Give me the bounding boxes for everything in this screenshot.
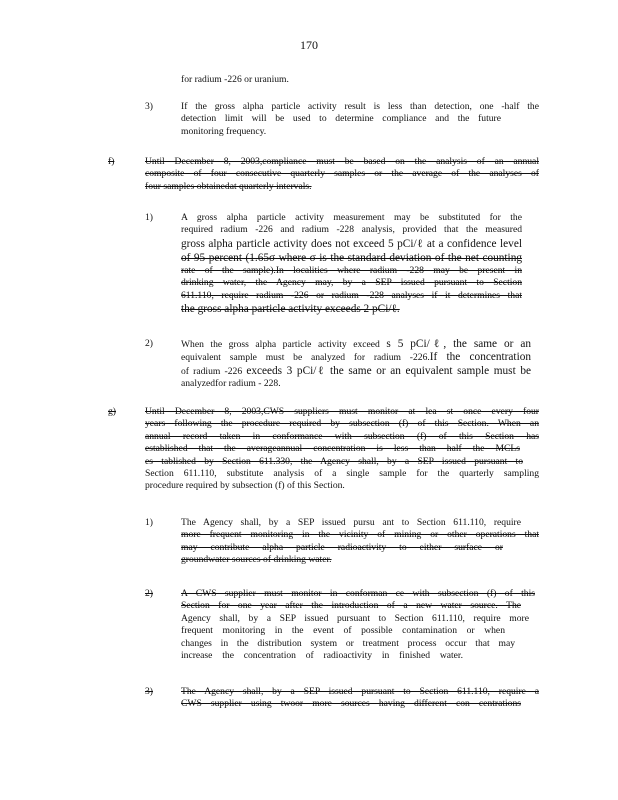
section-g-marker: g) [108,406,116,417]
section-f-item-1-marker: 1) [145,212,153,223]
section-f-item-2-paragraph: When the gross alpha particle activity exceed s 5 pCi/ℓ, the same or an equivalent sample must be analyzed for radium -226.If the concentration of radium -226 exceeds 3 pCi/ℓ the same or an equivalent sample must be analyzedfor radium - 228. [181,338,532,390]
section-g-item-2-marker: 2) [145,588,153,599]
section-f-marker: f) [108,156,115,167]
section-g-item-1-marker: 1) [145,517,153,528]
intro-line: for radium -226 or uranium. [181,74,289,85]
item-3-paragraph: If the gross alpha particle activity result is less than detection, one -half the detection limit will be used to determine compliance and the future monitoring frequency. [181,101,539,137]
section-g-item-1-paragraph: The Agency shall, by a SEP issued pursu ant to Section 611.110, require more frequent monitoring in the vicinity of mining or other operations that may contribute alpha particle radioactivity to either surface or groundwater sources of drinking water. [181,517,539,566]
section-f-paragraph: Until December 8, 2003,compliance must be based on the analysis of an annual composite of four consecutive quarterly samples or the average of the analyses of four samples obtainedat quarterly intervals. [145,156,539,192]
section-f-item-1-paragraph: A gross alpha particle activity measurement may be substituted for the required radium -226 and radium -228 analysis, provided that the measured gross alpha particle activity does not exceed 5 pCi/ℓ at a confidence level of 95 percent (1.65σ where σ is the standard deviation of the net counting rate of the sample).In localities where radium -228 may be present in drinking water, the Agency may, by a SEP issued pursuant to Section 611.110, require radium -226 or radium -228 analyses if it determines that the gross alpha particle activity exceeds 2 pCi/ℓ. [181,212,522,316]
page-number: 170 [300,38,318,52]
section-g-item-2-paragraph: A CWS supplier must monitor in conforman ce with subsection (f) of this Section for one year after the introduction of a new water source. The Agency shall, by a SEP issued pursuant to Section 611.110, require more frequent monitoring in the event of possible contamination or when changes in the distribution system or treatment process occur that may increase the concentration of radioactivity in finished water. [181,588,535,662]
section-f-item-2-marker: 2) [145,338,153,349]
section-g-paragraph: Until December 8, 2003,CWS suppliers must monitor at lea st once every four years following the procedure required by subsection (f) of this Section. When an annual record taken in conformance with subsection (f) of this Section has established that the averageannual concentration is less than half the MCLs es tablished by Section 611.330, the Agency shall, by a SEP issued pursuant to Section 611.110, substitute analysis of a single sample for the quarterly sampling procedure required by subsection (f) of this Section. [145,406,539,492]
section-g-item-3-marker: 3) [145,686,153,697]
section-g-item-3-paragraph: The Agency shall, by a SEP issued pursuant to Section 611.110, require a CWS supplier using twoor more sources having different con centrations [181,686,539,710]
item-3-marker: 3) [145,101,153,112]
